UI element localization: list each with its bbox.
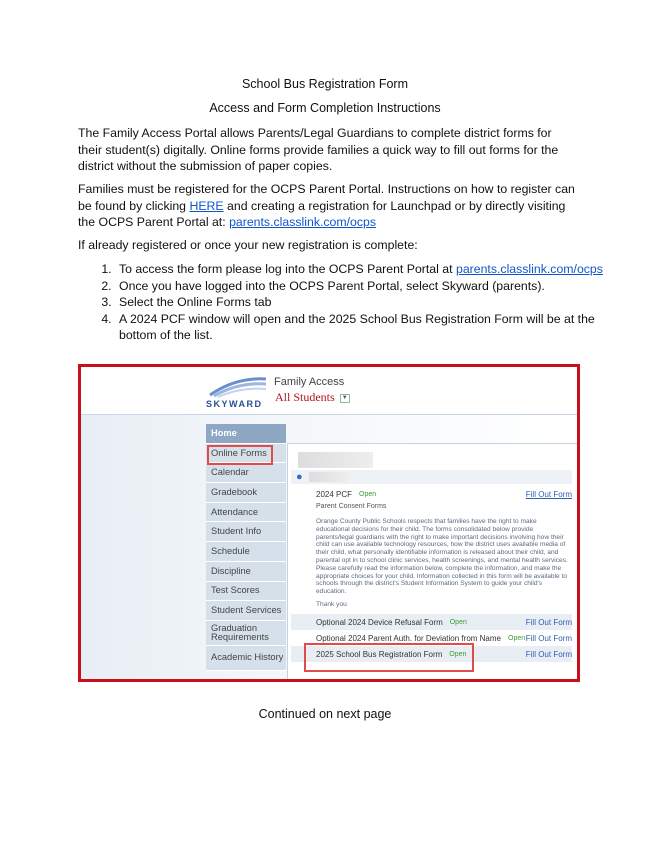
nav-online-forms[interactable]: Online Forms bbox=[206, 444, 286, 464]
redacted-name bbox=[298, 452, 373, 468]
nav-home[interactable]: Home bbox=[206, 424, 286, 444]
form-name: 2024 PCF bbox=[316, 489, 353, 499]
header bbox=[81, 367, 577, 415]
status-badge: Open bbox=[359, 490, 377, 498]
nav-test-scores[interactable]: Test Scores bbox=[206, 582, 286, 602]
text: Families must be registered for the OCPS Parent Portal. Instructions on how to register can be found by clicking bbox=[78, 182, 575, 213]
registration-paragraph bbox=[78, 181, 578, 231]
nav-schedule[interactable]: Schedule bbox=[206, 542, 286, 562]
fill-out-form-link[interactable]: Fill Out Form bbox=[525, 489, 572, 499]
nav-gradebook[interactable]: Gradebook bbox=[206, 483, 286, 503]
online-forms-highlight bbox=[207, 445, 273, 465]
student-select-label: All Students bbox=[275, 390, 335, 404]
nav-student-services[interactable]: Student Services bbox=[206, 601, 286, 621]
nav-calendar[interactable]: Calendar bbox=[206, 463, 286, 483]
skyward-screenshot bbox=[78, 364, 580, 682]
nav-discipline[interactable]: Discipline bbox=[206, 562, 286, 582]
form-row bbox=[291, 614, 572, 630]
fill-out-form-link[interactable]: Fill Out Form bbox=[525, 633, 572, 643]
here-link[interactable]: HERE bbox=[189, 198, 224, 213]
portal-link[interactable]: parents.classlink.com/ocps bbox=[455, 262, 603, 276]
nav-student-info[interactable]: Student Info bbox=[206, 522, 286, 542]
redacted-student bbox=[309, 472, 349, 482]
form-name: Optional 2024 Parent Auth. for Deviation from Name bbox=[316, 633, 501, 643]
steps-list bbox=[78, 261, 615, 344]
app-title: Family Access bbox=[274, 376, 345, 388]
fill-out-form-link[interactable]: Fill Out Form bbox=[525, 617, 572, 627]
form-row-pcf bbox=[291, 486, 572, 502]
document-subtitle: Access and Form Completion Instructions bbox=[209, 101, 441, 115]
intro-paragraph: The Family Access Portal allows Parents/Legal Guardians to complete district forms for their student(s) digitally. Online forms provide families a quick way to fill out forms for the district without the submission of paper copies. bbox=[78, 126, 559, 173]
pcf-description: Orange County Public Schools respects that families have the right to make educational decisions for their child. The forms consolidated below provide parents/legal guardians with the right to make important decisions involving how their child can use available technology resources, how the district uses available media of their child, what personally identifiable information is released about their child, and parental opt in to school clinic services, health screenings, and mental health services. Please carefully read the information below, complete the information, and make the appropriate choices for your child. Information collected in this form will be available to schools through the district's Student Information System to guide your child's education. bbox=[316, 518, 568, 596]
user-icon: ● bbox=[296, 471, 303, 483]
nav-academic-history[interactable]: Academic History bbox=[206, 646, 286, 671]
registered-paragraph: If already registered or once your new registration is complete: bbox=[78, 238, 418, 252]
document-title: School Bus Registration Form bbox=[241, 77, 409, 91]
text: and creating a registration for Launchpad or by directly visiting the OCPS Parent Portal at: bbox=[78, 198, 566, 229]
pcf-thanks: Thank you bbox=[316, 601, 347, 608]
form-name: Optional 2024 Device Refusal Form bbox=[316, 617, 443, 627]
online-forms-panel bbox=[287, 443, 579, 682]
continued-note: Continued on next page bbox=[258, 707, 392, 721]
status-badge: Open bbox=[508, 634, 526, 642]
step-4: 4. A 2024 PCF window will open and the 2025 School Bus Registration Form will be at the bottom of the list. bbox=[115, 311, 615, 344]
fill-out-form-link[interactable]: Fill Out Form bbox=[525, 649, 572, 659]
step-3: 3. Select the Online Forms tab bbox=[115, 294, 615, 311]
bus-form-highlight bbox=[304, 643, 474, 672]
nav-graduation-requirements[interactable]: Graduation Requirements bbox=[206, 621, 286, 646]
step-2: 2. Once you have logged into the OCPS Parent Portal, select Skyward (parents). bbox=[115, 278, 615, 295]
student-select[interactable] bbox=[275, 390, 350, 405]
status-badge: Open bbox=[449, 650, 467, 658]
step-1 bbox=[115, 261, 615, 278]
chevron-down-icon[interactable]: ▼ bbox=[340, 394, 350, 403]
svg-text:SKYWARD: SKYWARD bbox=[206, 399, 263, 409]
form-name: 2025 School Bus Registration Form bbox=[316, 649, 443, 659]
portal-link[interactable]: parents.classlink.com/ocps bbox=[229, 215, 377, 229]
pcf-subtitle: Parent Consent Forms bbox=[316, 503, 387, 510]
status-badge: Open bbox=[449, 618, 467, 626]
nav-attendance[interactable]: Attendance bbox=[206, 503, 286, 523]
step-text: To access the form please log into the OCPS Parent Portal at bbox=[119, 262, 456, 276]
skyward-logo bbox=[206, 375, 270, 409]
student-row bbox=[291, 470, 572, 484]
